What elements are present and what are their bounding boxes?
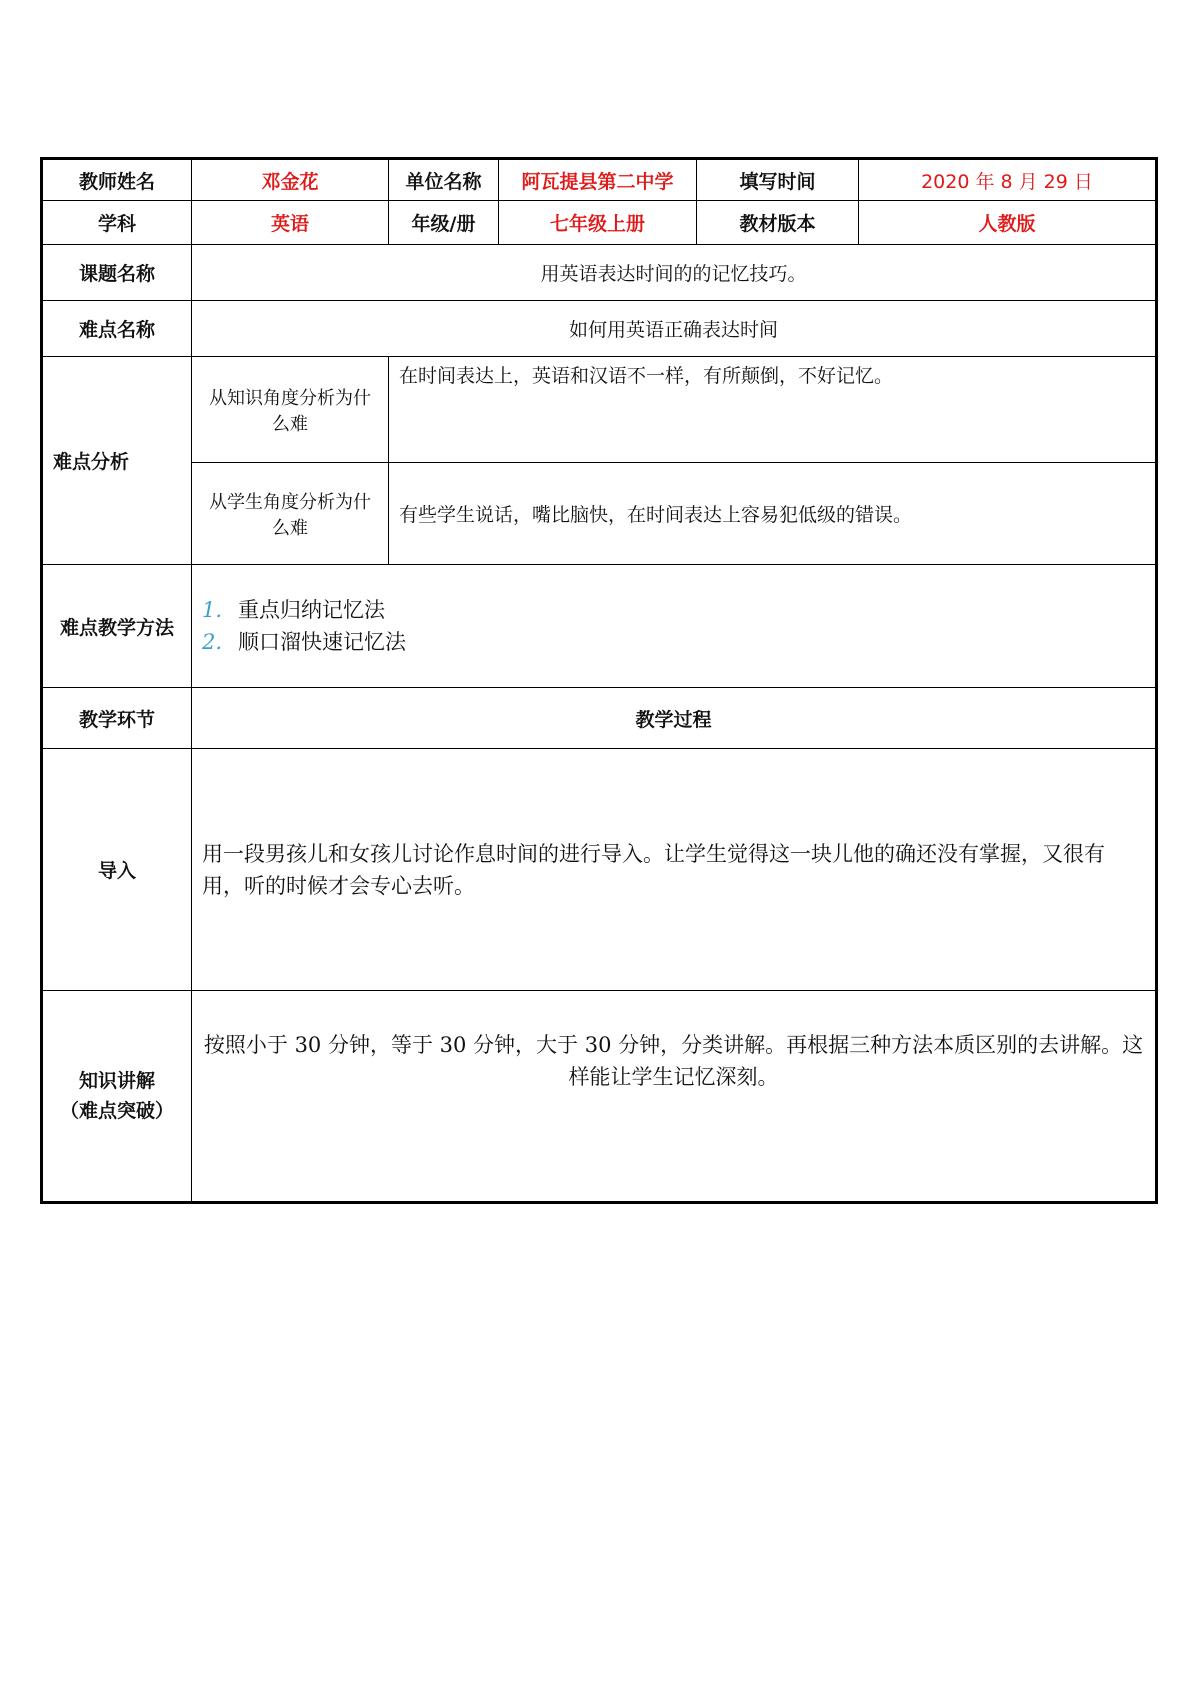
- intro-label: 导入: [42, 749, 192, 991]
- student-value: 有些学生说话，嘴比脑快，在时间表达上容易犯低级的错误。: [389, 463, 1157, 565]
- explain-label: 知识讲解 （难点突破）: [42, 991, 192, 1203]
- difficulty-row: [42, 301, 1157, 357]
- difficulty-value: 如何用英语正确表达时间: [192, 301, 1157, 357]
- date-label: 填写时间: [697, 159, 859, 201]
- process-step-label: 教学环节: [42, 688, 192, 749]
- methods-row: [42, 565, 1157, 688]
- process-label: 教学过程: [192, 688, 1157, 749]
- edition-label: 教材版本: [697, 201, 859, 245]
- difficulty-label: 难点名称: [42, 301, 192, 357]
- header-row-1: [42, 159, 1157, 201]
- methods-list-cell: [192, 565, 1157, 688]
- intro-row: [42, 749, 1157, 991]
- teacher-value: 邓金花: [192, 159, 389, 201]
- grade-value: 七年级上册: [499, 201, 697, 245]
- subject-value: 英语: [192, 201, 389, 245]
- analysis-label: 难点分析: [42, 357, 192, 565]
- methods-label: 难点教学方法: [42, 565, 192, 688]
- unit-label: 单位名称: [389, 159, 499, 201]
- method-item: 2. 顺口溜快速记忆法: [202, 630, 406, 654]
- knowledge-label: 从知识角度分析为什么难: [192, 357, 389, 463]
- topic-row: [42, 245, 1157, 301]
- intro-value: 用一段男孩儿和女孩儿讨论作息时间的进行导入。让学生觉得这一块儿他的确还没有掌握，又很有用，听的时候才会专心去听。: [192, 749, 1157, 991]
- subject-label: 学科: [42, 201, 192, 245]
- methods-list: [202, 594, 1145, 658]
- knowledge-value: 在时间表达上，英语和汉语不一样，有所颠倒，不好记忆。: [389, 357, 1157, 463]
- teacher-label: 教师姓名: [42, 159, 192, 201]
- lesson-plan-table: [40, 157, 1158, 1204]
- unit-value: 阿瓦提县第二中学: [499, 159, 697, 201]
- grade-label: 年级/册: [389, 201, 499, 245]
- edition-value: 人教版: [859, 201, 1157, 245]
- student-label: 从学生角度分析为什么难: [192, 463, 389, 565]
- method-item: 1. 重点归纳记忆法: [202, 598, 385, 622]
- topic-label: 课题名称: [42, 245, 192, 301]
- header-row-2: [42, 201, 1157, 245]
- topic-value: 用英语表达时间的的记忆技巧。: [192, 245, 1157, 301]
- date-value: 2020 年 8 月 29 日: [859, 159, 1157, 201]
- analysis-knowledge-row: [42, 357, 1157, 463]
- explain-value: 按照小于 30 分钟，等于 30 分钟，大于 30 分钟，分类讲解。再根据三种方法本质区别的去讲解。这样能让学生记忆深刻。: [192, 991, 1157, 1203]
- explain-row: [42, 991, 1157, 1203]
- process-header-row: [42, 688, 1157, 749]
- analysis-student-row: [42, 463, 1157, 565]
